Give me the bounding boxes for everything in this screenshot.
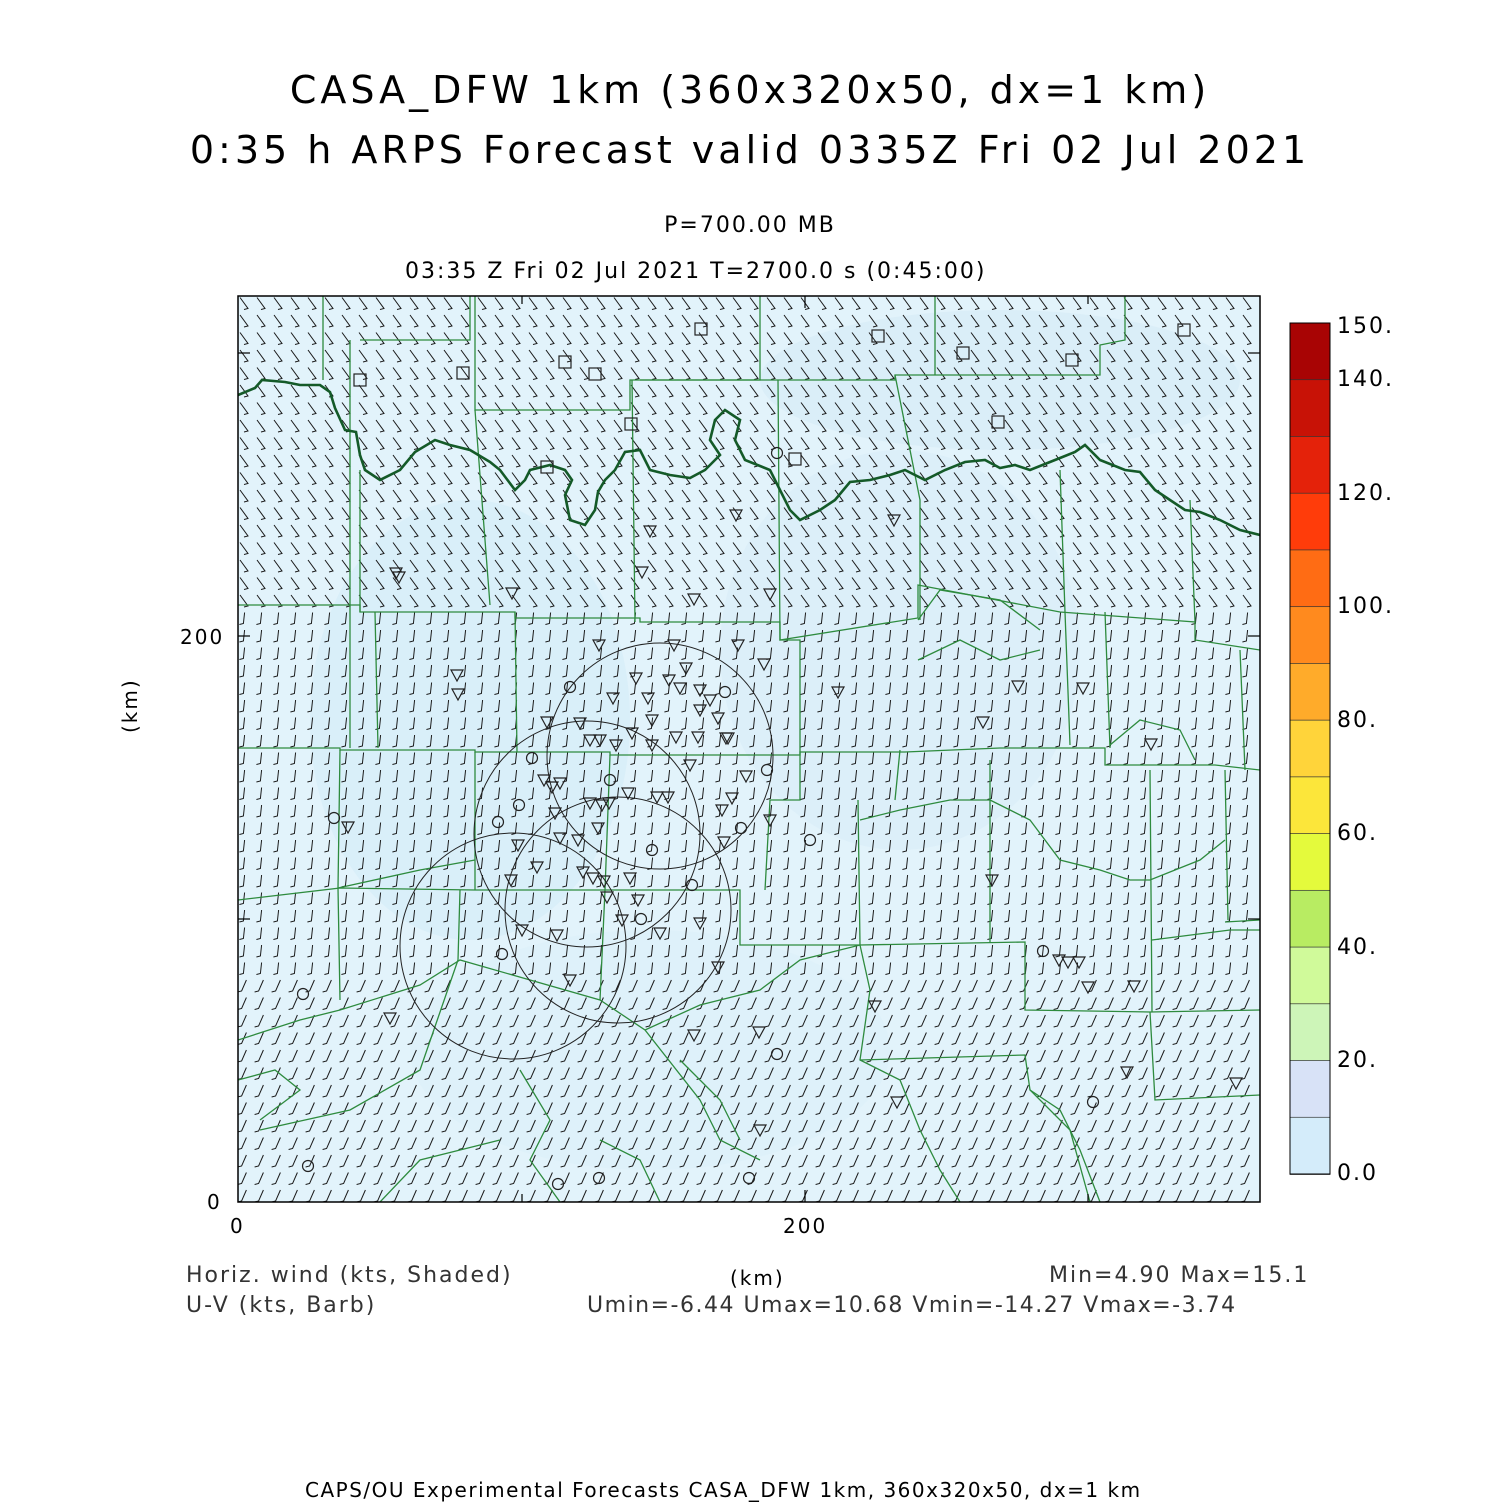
colorbar-swatch bbox=[1290, 947, 1330, 1004]
plot-title-line2: 0:35 h ARPS Forecast valid 0335Z Fri 02 Jul 2021 bbox=[189, 128, 1311, 172]
credit-line: CAPS/OU Experimental Forecasts CASA_DFW 1km, 360x320x50, dx=1 km bbox=[305, 1478, 1142, 1502]
colorbar-label-40: 40. bbox=[1337, 935, 1378, 960]
y-tick-0: 0 bbox=[207, 1190, 222, 1214]
colorbar-swatch bbox=[1290, 834, 1330, 891]
field-label: Horiz. wind (kts, Shaded) bbox=[186, 1263, 513, 1288]
colorbar-swatch bbox=[1290, 493, 1330, 550]
colorbar-swatch bbox=[1290, 890, 1330, 947]
colorbar-swatch bbox=[1290, 663, 1330, 720]
pressure-level: P=700.00 MB bbox=[664, 213, 836, 238]
colorbar-label-20: 20. bbox=[1337, 1048, 1378, 1073]
colorbar-label-80: 80. bbox=[1337, 708, 1378, 733]
y-axis-label: (km) bbox=[118, 678, 142, 733]
x-tick-200: 200 bbox=[783, 1214, 828, 1238]
y-tick-200: 200 bbox=[180, 625, 225, 649]
min-max-stats: Min=4.90 Max=15.1 bbox=[1049, 1263, 1310, 1288]
valid-time: 03:35 Z Fri 02 Jul 2021 T=2700.0 s (0:45:00) bbox=[405, 259, 987, 284]
colorbar-label-140: 140. bbox=[1337, 367, 1394, 392]
colorbar-swatch bbox=[1290, 550, 1330, 607]
colorbar-label-0: 0.0 bbox=[1337, 1161, 1378, 1186]
colorbar-swatch bbox=[1290, 1117, 1330, 1174]
colorbar-swatch bbox=[1290, 436, 1330, 493]
barb-label: U-V (kts, Barb) bbox=[186, 1293, 377, 1318]
colorbar-swatch bbox=[1290, 380, 1330, 437]
x-axis-label: (km) bbox=[730, 1266, 785, 1290]
x-tick-0: 0 bbox=[230, 1214, 245, 1238]
colorbar-label-100: 100. bbox=[1337, 594, 1394, 619]
colorbar-swatch bbox=[1290, 1004, 1330, 1061]
colorbar-label-120: 120. bbox=[1337, 481, 1394, 506]
colorbar-swatch bbox=[1290, 323, 1330, 380]
plot-title-line1: CASA_DFW 1km (360x320x50, dx=1 km) bbox=[289, 68, 1211, 112]
colorbar-label-150: 150. bbox=[1337, 314, 1394, 339]
colorbar-label-60: 60. bbox=[1337, 821, 1378, 846]
colorbar-swatch bbox=[1290, 1061, 1330, 1118]
colorbar-swatch bbox=[1290, 607, 1330, 664]
colorbar bbox=[1290, 323, 1330, 1175]
uv-stats: Umin=-6.44 Umax=10.68 Vmin=-14.27 Vmax=-3.74 bbox=[587, 1293, 1237, 1318]
colorbar-swatch bbox=[1290, 720, 1330, 777]
colorbar-swatch bbox=[1290, 777, 1330, 834]
